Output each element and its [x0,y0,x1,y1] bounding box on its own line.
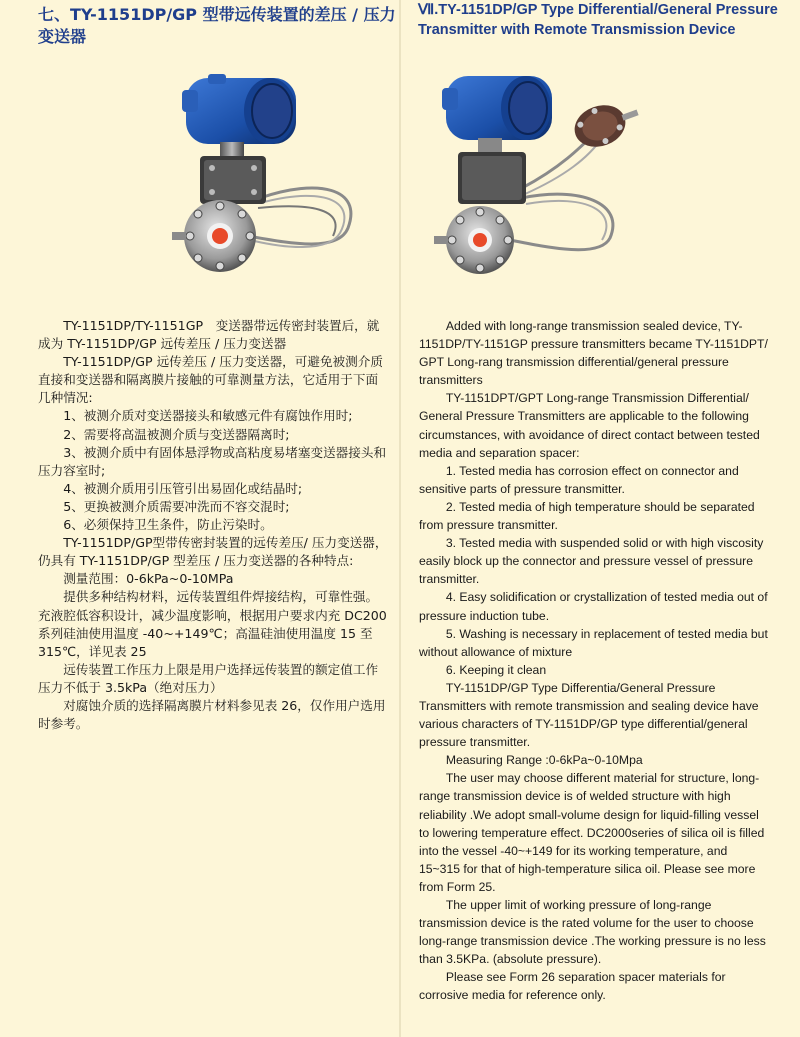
list-item: 1. Tested media has corrosion effect on connector and sensitive parts of pressure transmitter. [419,463,739,496]
paragraph: TY-1151DP/GP 远传差压 / 压力变送器，可避免被测介质直接和变送器和隔离膜片接触的可靠测量方法，它适用于下面几种情况: [38,354,383,406]
transmitter-single-seal-image [168,68,368,298]
paragraph: 提供多种结构材料，远传装置组件焊接结构，可靠性强。充液腔低容积设计，减少温度影响，根据用户要求内充 DC200 系列硅油使用温度 -40~+149℃；高温硅油使用温度 15 至 315℃，详见表 25 [38,589,387,659]
paragraph: The user may choose different material for structure, long-range transmission device is of welded structure with high reliability .We adopt small-volume design for liquid-filling vessel to lowering temperature effect. DC2000series of silica oil is filled into the vessel -40~+149 for its working temperature, and 15~315 for that of high-temperature silica oil. Please see more from Form 25. [419,771,765,894]
list-item: 4、被测介质用引压管引出易固化或结晶时; [63,480,303,496]
section-title-english: Ⅶ.TY-1151DP/GP Type Differential/General Pressure Transmitter with Remote Transmission Device [418,2,778,38]
section-title-chinese: 七、TY-1151DP/GP 型带远传装置的差压 / 压力变送器 [38,5,396,46]
transmitter-double-seal-image [430,68,640,298]
list-item: 3、被测介质中有固体悬浮物或高粘度易堵塞变送器接头和压力容室时; [38,444,387,478]
paragraph: TY-1151DP/GP Type Differentia/General Pressure Transmitters with remote transmission and sealing device have various characters of TY-1151DP/GP type differential/general pressure transmitter. [419,680,759,750]
list-item: 5、更换被测介质需要冲洗而不容交混时; [63,498,290,514]
paragraph: 远传装置工作压力上限是用户选择远传装置的额定值工作压力不低于 3.5kPa（绝对压力） [38,661,379,695]
list-item: 3. Tested media with suspended solid or with high viscosity easily block up the connector and pressure vessel of pressure transmitter. [419,536,764,587]
list-item: 6. Keeping it clean [445,662,547,677]
paragraph: 对腐蚀介质的选择隔离膜片材料参见表 26，仅作用户选用时参考。 [38,697,386,732]
list-item: 4. Easy solidification or crystallization of tested media out of pressure induction tube. [419,590,768,623]
chinese-body-text [38,317,388,733]
list-item: 2. Tested media of high temperature should be separated from pressure transmitter. [419,499,755,533]
list-item: 2、需要将高温被测介质与变送器隔离时; [63,426,290,442]
paragraph: Added with long-range transmission sealed device, TY-1151DP/TY-1151GP pressure transmitters became TY-1151DPT/ GPT Long-rang transmission differential/general pressure transmitters [419,319,768,388]
paragraph: TY-1151DP/TY-1151GP 变送器带远传密封装置后，就成为 TY-1151DP/GP 远传差压 / 压力变送器 [38,318,380,352]
paragraph: TY-1151DP/GP型带传密封装置的远传差压/ 压力变送器，仍具有 TY-1151DP/GP 型差压 / 压力变送器的各种特点: [38,535,388,569]
measuring-range: 测量范围：0-6kPa~0-10MPa [63,571,234,587]
paragraph: The upper limit of working pressure of long-range transmission device is the rated volume for the user to choose long-range transmission device .The working pressure is no less than 3.5KPa. (absolute pressure). [419,898,766,967]
english-body-text [419,317,769,1005]
list-item: 1、被测介质对变送器接头和敏感元件有腐蚀作用时; [63,408,353,424]
measuring-range: Measuring Range :0-6kPa~0-10Mpa [445,753,643,768]
list-item: 6、必须保持卫生条件，防止污染时。 [63,517,273,533]
column-divider [399,0,401,1037]
paragraph: TY-1151DPT/GPT Long-range Transmission Differential/ General Pressure Transmitters are applicable to the following circumstances, with avoidance of direct contact between tested media and separation spacer: [419,391,760,460]
list-item: 5. Washing is necessary in replacement of tested media but without allowance of mixture [419,626,768,659]
paragraph: Please see Form 26 separation spacer materials for corrosive media for reference only. [419,970,726,1003]
